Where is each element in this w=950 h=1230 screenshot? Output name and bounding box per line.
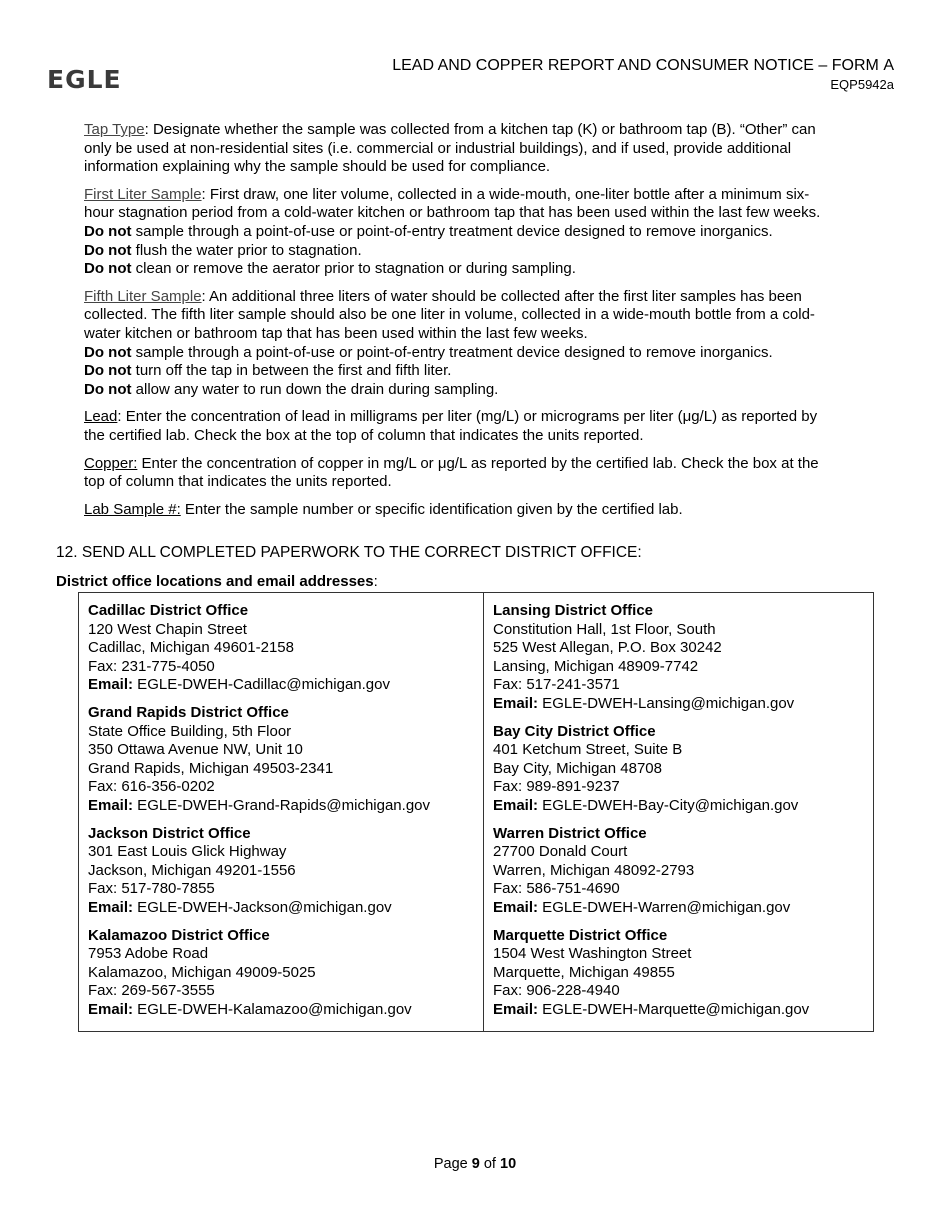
fifth-liter-paragraph: Fifth Liter Sample: An additional three liters of water should be collected after the first liter samples has been collected. The fifth liter sample should also be one liter in volume, collected in a wide-mouth bottle from a cold- water kitchen or bathroom tap that has been used within the last few weeks. Do not sample through a point-of-use or point-of-entry treatment device designed to remove inorganics. Do not turn off the tap in between the first and fifth liter. Do not allow any water to run down the drain during sampling.	[84, 287, 815, 398]
form-id: EQP5942a	[830, 77, 894, 92]
email-warren[interactable]: EGLE-DWEH-Warren@michigan.gov	[538, 898, 791, 916]
office-grand-rapids: Grand Rapids District Office State Office Building, 5th Floor 350 Ottawa Avenue NW, Unit 10 Grand Rapids, Michigan 49503-2341 Fax: 616-356-0202 Email: EGLE-DWEH-Grand-Rapids@michigan.gov	[88, 703, 431, 814]
form-title: LEAD AND COPPER REPORT AND CONSUMER NOTICE – FORM A	[392, 57, 894, 74]
office-column-right	[484, 593, 873, 1031]
copper-paragraph: Copper: Enter the concentration of copper in mg/L or μg/L as reported by the certified lab. Check the box at the top of column that indicates the units reported.	[84, 454, 819, 491]
lead-paragraph: Lead: Enter the concentration of lead in milligrams per liter (mg/L) or micrograms per liter (μg/L) as reported by the certified lab. Check the box at the top of column that indicates the units reported.	[84, 408, 818, 444]
office-marquette: Marquette District Office 1504 West Washington Street Marquette, Michigan 49855 Fax: 906-228-4940 Email: EGLE-DWEH-Marquette@michigan.gov	[493, 926, 810, 1018]
tap-type-label: Tap Type	[84, 121, 145, 138]
lead-label: Lead	[84, 408, 118, 426]
office-jackson: Jackson District Office 301 East Louis Glick Highway Jackson, Michigan 49201-1556 Fax: 517-780-7855 Email: EGLE-DWEH-Jackson@michigan.gov	[88, 824, 392, 916]
egle-logo: EGLE	[47, 65, 122, 94]
email-lansing[interactable]: EGLE-DWEH-Lansing@michigan.gov	[538, 694, 795, 712]
page-number: Page 9 of 10	[433, 1156, 517, 1172]
district-table-title: District office locations and email addresses:	[56, 573, 378, 590]
office-lansing: Lansing District Office Constitution Hall, 1st Floor, South 525 West Allegan, P.O. Box 30242 Lansing, Michigan 48909-7742 Fax: 517-241-3571 Email: EGLE-DWEH-Lansing@michigan.gov	[493, 602, 795, 712]
first-liter-paragraph: First Liter Sample: First draw, one liter volume, collected in a wide-mouth, one-liter bottle after a minimum six- hour stagnation period from a cold-water kitchen or bathroom tap that has been used within the last few weeks. Do not sample through a point-of-use or point-of-entry treatment device designed to remove inorganics. Do not flush the water prior to stagnation. Do not clean or remove the aerator prior to stagnation or during sampling.	[84, 185, 821, 278]
office-cadillac: Cadillac District Office 120 West Chapin Street Cadillac, Michigan 49601-2158 Fax: 231-775-4050 Email: EGLE-DWEH-Cadillac@michigan.gov	[88, 602, 390, 694]
office-warren: Warren District Office 27700 Donald Court Warren, Michigan 48092-2793 Fax: 586-751-4690 Email: EGLE-DWEH-Warren@michigan.gov	[493, 824, 791, 916]
copper-label: Copper:	[84, 454, 138, 472]
step-12-heading: 12. SEND ALL COMPLETED PAPERWORK TO THE CORRECT DISTRICT OFFICE:	[56, 544, 642, 561]
email-marquette[interactable]: EGLE-DWEH-Marquette@michigan.gov	[538, 1000, 810, 1018]
first-liter-label: First Liter Sample	[84, 185, 202, 203]
email-kalamazoo[interactable]: EGLE-DWEH-Kalamazoo@michigan.gov	[133, 1000, 412, 1018]
email-grand-rapids[interactable]: EGLE-DWEH-Grand-Rapids@michigan.gov	[133, 796, 431, 814]
lab-sample-paragraph: Lab Sample #: Enter the sample number or specific identification given by the certified lab.	[84, 500, 683, 518]
office-kalamazoo: Kalamazoo District Office 7953 Adobe Road Kalamazoo, Michigan 49009-5025 Fax: 269-567-3555 Email: EGLE-DWEH-Kalamazoo@michigan.gov	[88, 926, 412, 1018]
instructions	[84, 121, 894, 528]
email-jackson[interactable]: EGLE-DWEH-Jackson@michigan.gov	[133, 898, 392, 916]
lab-sample-label: Lab Sample #:	[84, 500, 181, 518]
office-column-left	[79, 593, 484, 1031]
tap-type-paragraph: Tap Type: Designate whether the sample was collected from a kitchen tap (K) or bathroom tap (B). “Other” can only be used at non-residential sites (i.e. commercial or industrial buildings), and if used, provide additional information explaining why the sample should be used for compliance.	[84, 121, 816, 176]
email-bay-city[interactable]: EGLE-DWEH-Bay-City@michigan.gov	[538, 796, 799, 814]
office-bay-city: Bay City District Office 401 Ketchum Street, Suite B Bay City, Michigan 48708 Fax: 989-891-9237 Email: EGLE-DWEH-Bay-City@michigan.gov	[493, 722, 799, 814]
district-office-table	[78, 592, 874, 1032]
fifth-liter-label: Fifth Liter Sample	[84, 287, 202, 305]
email-cadillac[interactable]: EGLE-DWEH-Cadillac@michigan.gov	[133, 676, 390, 694]
